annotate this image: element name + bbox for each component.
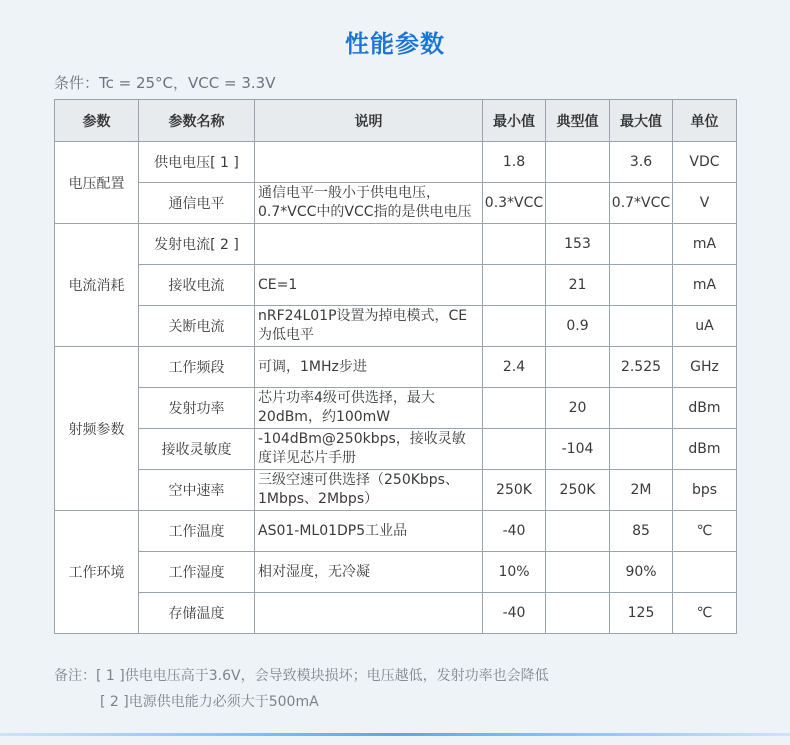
unit-cell: GHz <box>673 347 737 388</box>
min-cell <box>483 224 546 265</box>
typical-cell <box>546 593 610 634</box>
max-cell: 85 <box>610 511 673 552</box>
description-cell <box>255 224 483 265</box>
description-cell <box>255 142 483 183</box>
notes <box>54 663 549 715</box>
max-cell: 3.6 <box>610 142 673 183</box>
description-cell: nRF24L01P设置为掉电模式，CE 为低电平 <box>255 306 483 347</box>
min-cell: 250K <box>483 470 546 511</box>
unit-cell: dBm <box>673 388 737 429</box>
description-cell: 通信电平一般小于供电电压， 0.7*VCC中的VCC指的是供电电压 <box>255 183 483 224</box>
typical-cell: 20 <box>546 388 610 429</box>
header-description: 说明 <box>255 100 483 142</box>
max-cell <box>610 265 673 306</box>
typical-cell: 0.9 <box>546 306 610 347</box>
header-max: 最大值 <box>610 100 673 142</box>
header-min: 最小值 <box>483 100 546 142</box>
table-row <box>55 593 737 634</box>
test-condition: 条件：Tc = 25°C，VCC = 3.3V <box>54 74 276 92</box>
max-cell <box>610 429 673 470</box>
table-row <box>55 224 737 265</box>
table-header-row <box>55 100 737 142</box>
typical-cell <box>546 347 610 388</box>
min-cell <box>483 306 546 347</box>
description-cell <box>255 593 483 634</box>
description-cell: CE=1 <box>255 265 483 306</box>
header-typical: 典型值 <box>546 100 610 142</box>
category-cell: 电流消耗 <box>55 224 139 347</box>
max-cell: 90% <box>610 552 673 593</box>
typical-cell <box>546 142 610 183</box>
min-cell <box>483 265 546 306</box>
header-unit: 单位 <box>673 100 737 142</box>
description-cell: 三级空速可供选择（250Kbps、 1Mbps、2Mbps） <box>255 470 483 511</box>
table-row <box>55 183 737 224</box>
header-param: 参数 <box>55 100 139 142</box>
max-cell: 2M <box>610 470 673 511</box>
unit-cell <box>673 552 737 593</box>
description-cell: 芯片功率4级可供选择，最大 20dBm，约100mW <box>255 388 483 429</box>
unit-cell: mA <box>673 224 737 265</box>
table-row <box>55 306 737 347</box>
min-cell: 1.8 <box>483 142 546 183</box>
table-row <box>55 470 737 511</box>
param-name-cell: 存储温度 <box>139 593 255 634</box>
max-cell: 125 <box>610 593 673 634</box>
param-name-cell: 供电电压[ 1 ] <box>139 142 255 183</box>
description-cell: 可调，1MHz步进 <box>255 347 483 388</box>
param-name-cell: 工作湿度 <box>139 552 255 593</box>
table-row <box>55 142 737 183</box>
unit-cell: ℃ <box>673 511 737 552</box>
param-name-cell: 空中速率 <box>139 470 255 511</box>
table-row <box>55 265 737 306</box>
description-cell: -104dBm@250kbps，接收灵敏 度详见芯片手册 <box>255 429 483 470</box>
unit-cell: bps <box>673 470 737 511</box>
typical-cell: -104 <box>546 429 610 470</box>
category-cell: 射频参数 <box>55 347 139 511</box>
typical-cell <box>546 511 610 552</box>
unit-cell: VDC <box>673 142 737 183</box>
max-cell <box>610 388 673 429</box>
header-param-name: 参数名称 <box>139 100 255 142</box>
page-title: 性能参数 <box>345 30 445 58</box>
param-name-cell: 发射电流[ 2 ] <box>139 224 255 265</box>
typical-cell <box>546 552 610 593</box>
min-cell: 10% <box>483 552 546 593</box>
min-cell: -40 <box>483 511 546 552</box>
typical-cell <box>546 183 610 224</box>
min-cell: 0.3*VCC <box>483 183 546 224</box>
unit-cell: mA <box>673 265 737 306</box>
bottom-divider <box>0 733 790 736</box>
min-cell: -40 <box>483 593 546 634</box>
table-row <box>55 388 737 429</box>
unit-cell: uA <box>673 306 737 347</box>
max-cell: 2.525 <box>610 347 673 388</box>
description-cell: 相对湿度，无冷凝 <box>255 552 483 593</box>
table-row <box>55 429 737 470</box>
unit-cell: V <box>673 183 737 224</box>
note-line-1: 备注：[ 1 ]供电电压高于3.6V，会导致模块损坏；电压越低，发射功率也会降低 <box>54 668 549 684</box>
typical-cell: 250K <box>546 470 610 511</box>
param-name-cell: 工作频段 <box>139 347 255 388</box>
typical-cell: 21 <box>546 265 610 306</box>
table-row <box>55 552 737 593</box>
description-cell: AS01-ML01DP5工业品 <box>255 511 483 552</box>
unit-cell: dBm <box>673 429 737 470</box>
unit-cell: ℃ <box>673 593 737 634</box>
param-name-cell: 通信电平 <box>139 183 255 224</box>
param-name-cell: 接收灵敏度 <box>139 429 255 470</box>
note-line-2: [ 2 ]电源供电能力必须大于500mA <box>100 694 319 710</box>
param-name-cell: 关断电流 <box>139 306 255 347</box>
category-cell: 工作环境 <box>55 511 139 634</box>
typical-cell: 153 <box>546 224 610 265</box>
param-name-cell: 工作温度 <box>139 511 255 552</box>
param-name-cell: 发射功率 <box>139 388 255 429</box>
min-cell <box>483 429 546 470</box>
performance-table <box>54 99 737 634</box>
max-cell <box>610 224 673 265</box>
max-cell: 0.7*VCC <box>610 183 673 224</box>
table-row <box>55 511 737 552</box>
param-name-cell: 接收电流 <box>139 265 255 306</box>
min-cell: 2.4 <box>483 347 546 388</box>
min-cell <box>483 388 546 429</box>
category-cell: 电压配置 <box>55 142 139 224</box>
max-cell <box>610 306 673 347</box>
table-row <box>55 347 737 388</box>
